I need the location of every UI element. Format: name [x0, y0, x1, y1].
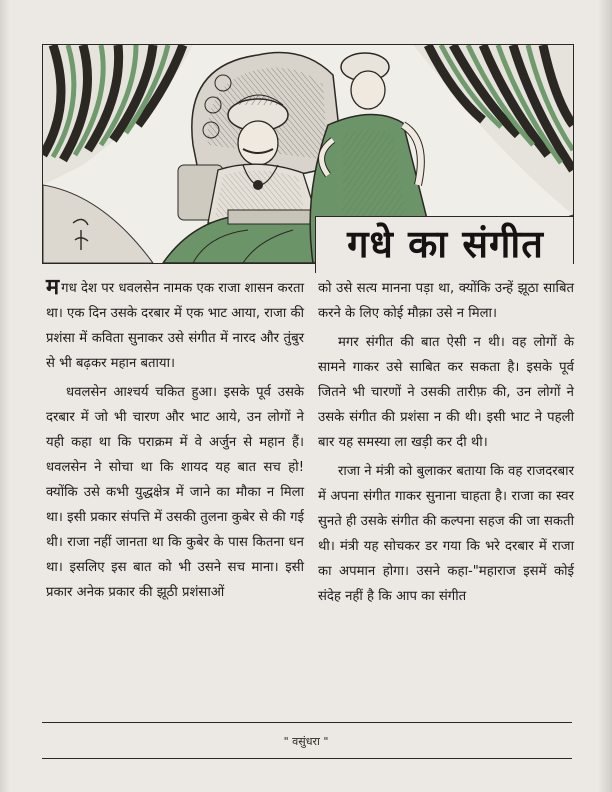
story-title: गधे का संगीत — [347, 222, 544, 266]
footer-magazine-name: " वसुंधरा " — [283, 735, 329, 748]
paragraph-5: राजा ने मंत्री को बुलाकर बताया कि वह राजदरबार में अपना संगीत गाकर सुनाना चाहता है। राजा का स्वर सुनते ही उसके संगीत की कल्पना सहज की जा सकती थी। मंत्री यह सोचकर डर गया कि भरे दरबार में राजा का अपमान होगा। उसने कहा-"महाराज इसमें कोई संदेह नहीं है कि आप का संगीत — [318, 464, 574, 604]
paragraph-4: मगर संगीत की बात ऐसी न थी। वह लोगों के सामने गाकर उसे साबित कर सकता है। इसके पूर्व जितने भी चारणों ने उसकी तारीफ़ की, उन लोगों ने उसके संगीत की प्रशंसा न की थी। इसी भाट ने पहली बार यह समस्या ला खड़ी कर दी थी। — [318, 335, 574, 450]
left-column — [46, 276, 304, 605]
right-column — [318, 276, 574, 609]
paragraph-3: को उसे सत्य मानना पड़ा था, क्योंकि उन्हें झूठा साबित करने के लिए कोई मौक़ा उसे न मिला। — [318, 281, 574, 321]
paragraph-1: मगध देश पर धवलसेन नामक एक राजा शासन करता था। एक दिन उसके दरबार में एक भाट आया, राजा की प्रशंसा में कविता सुनाकर उसे संगीत में नारद और तुंबुर से भी बढ़कर महान बताया। — [46, 275, 304, 371]
drop-cap: म — [46, 275, 60, 300]
page-gutter-shadow — [0, 0, 10, 792]
page-edge-shadow — [598, 0, 612, 792]
paragraph-2: धवलसेन आश्चर्य चकित हुआ। इसके पूर्व उसके दरबार में जो भी चारण और भाट आये, उन लोगों ने यही कहा था कि पराक्रम में वे अर्जुन से महान हैं। धवलसेन ने सोचा था कि शायद यह बात सच हो! क्योंकि उसे कभी युद्धक्षेत्र में जाने का मौका न मिला था। इसी प्रकार संपत्ति में उसकी तुलना कुबेर से की गई थी। राजा नहीं जानता था कि कुबेर के पास कितना धन था। इसलिए इस बात को भी उसने सच माना। इसी प्रकार अनेक प्रकार की झूठी प्रशंसाओं — [46, 385, 304, 600]
footer-rule-top — [42, 722, 572, 723]
footer-rule-bottom — [42, 758, 572, 759]
